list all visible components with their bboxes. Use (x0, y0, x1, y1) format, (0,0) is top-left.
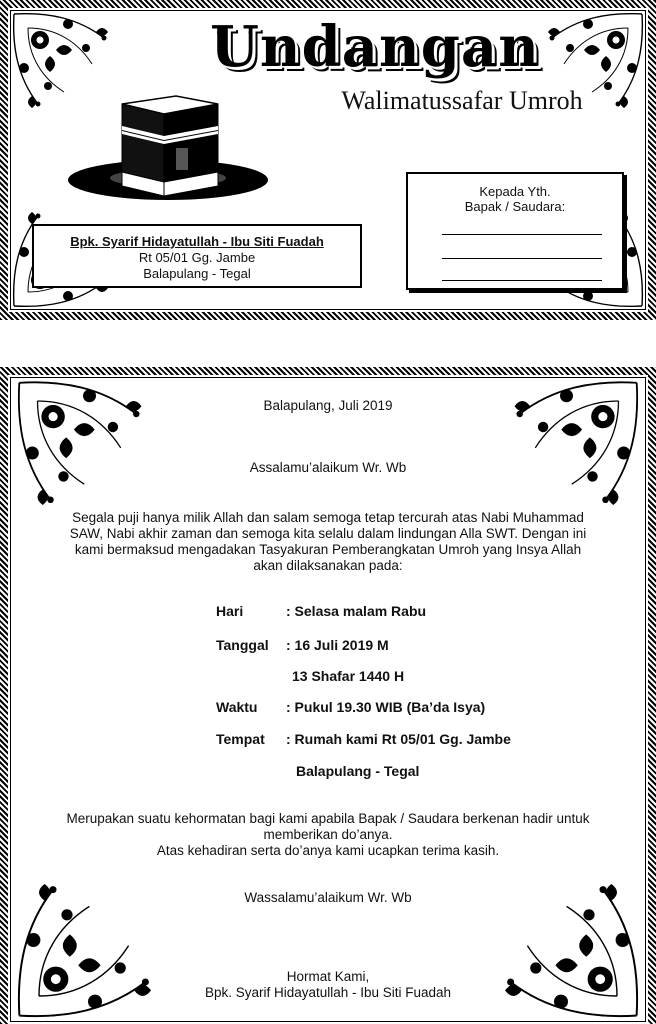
hari-label: Hari (216, 603, 244, 619)
regards: Hormat Kami, (286, 969, 370, 984)
place-date: Balapulang, Juli 2019 (263, 398, 393, 413)
intro-line-4: akan dilaksanakan pada: (253, 558, 403, 573)
tanggal-value: : 16 Juli 2019 M (286, 637, 389, 653)
closing-line-2: memberikan do’anya. (263, 827, 393, 842)
recipient-blank-line-2 (442, 258, 602, 259)
sender-name: Bpk. Syarif Hidayatullah - Ibu Siti Fuadah (70, 234, 324, 249)
corner-flourish-top-right (498, 375, 648, 505)
kaaba-illustration (64, 92, 274, 204)
sender-address-line-2: Balapulang - Tegal (143, 266, 251, 281)
tempat-value: : Rumah kami Rt 05/01 Gg. Jambe (286, 731, 511, 747)
tanggal-label: Tanggal (216, 637, 269, 653)
tanggal-hijri: 13 Shafar 1440 H (292, 668, 405, 684)
recipient-to-label: Kepada Yth. (479, 184, 551, 199)
intro-line-2: SAW, Nabi akhir zaman dan semoga kita selalu dalam lindungan Alla SWT. Dengan ini (69, 526, 587, 541)
intro-line-1: Segala puji hanya milik Allah dan salam semoga tetap tercurah atas Nabi Muhammad (72, 510, 584, 525)
waktu-label: Waktu (216, 699, 258, 715)
signer-name: Bpk. Syarif Hidayatullah - Ibu Siti Fuadah (204, 985, 452, 1000)
invitation-title: Undangan (210, 14, 540, 80)
tempat-label: Tempat (216, 731, 265, 747)
intro-line-3: kami bermaksud mengadakan Tasyakuran Pemberangkatan Umroh yang Insya Allah (74, 542, 582, 557)
hari-value: : Selasa malam Rabu (286, 603, 427, 619)
closing-greeting: Wassalamu’alaikum Wr. Wb (244, 890, 412, 905)
sender-address-box (32, 224, 362, 288)
recipient-address-box (406, 172, 624, 290)
tempat-value-2: Balapulang - Tegal (296, 763, 420, 779)
corner-flourish-top-left (8, 375, 158, 505)
closing-line-1: Merupakan suatu kehormatan bagi kami apabila Bapak / Saudara berkenan hadir untuk (66, 811, 590, 826)
recipient-salutation: Bapak / Saudara: (464, 199, 566, 214)
recipient-blank-line-3 (442, 280, 602, 281)
waktu-value: : Pukul 19.30 WIB (Ba’da Isya) (286, 699, 486, 715)
opening-greeting: Assalamu’alaikum Wr. Wb (249, 460, 407, 475)
recipient-blank-line-1 (442, 234, 602, 235)
invitation-subtitle: Walimatussafar Umroh (341, 86, 583, 115)
sender-address-line-1: Rt 05/01 Gg. Jambe (138, 250, 256, 265)
closing-line-3: Atas kehadiran serta do’anya kami ucapkan terima kasih. (156, 843, 500, 858)
